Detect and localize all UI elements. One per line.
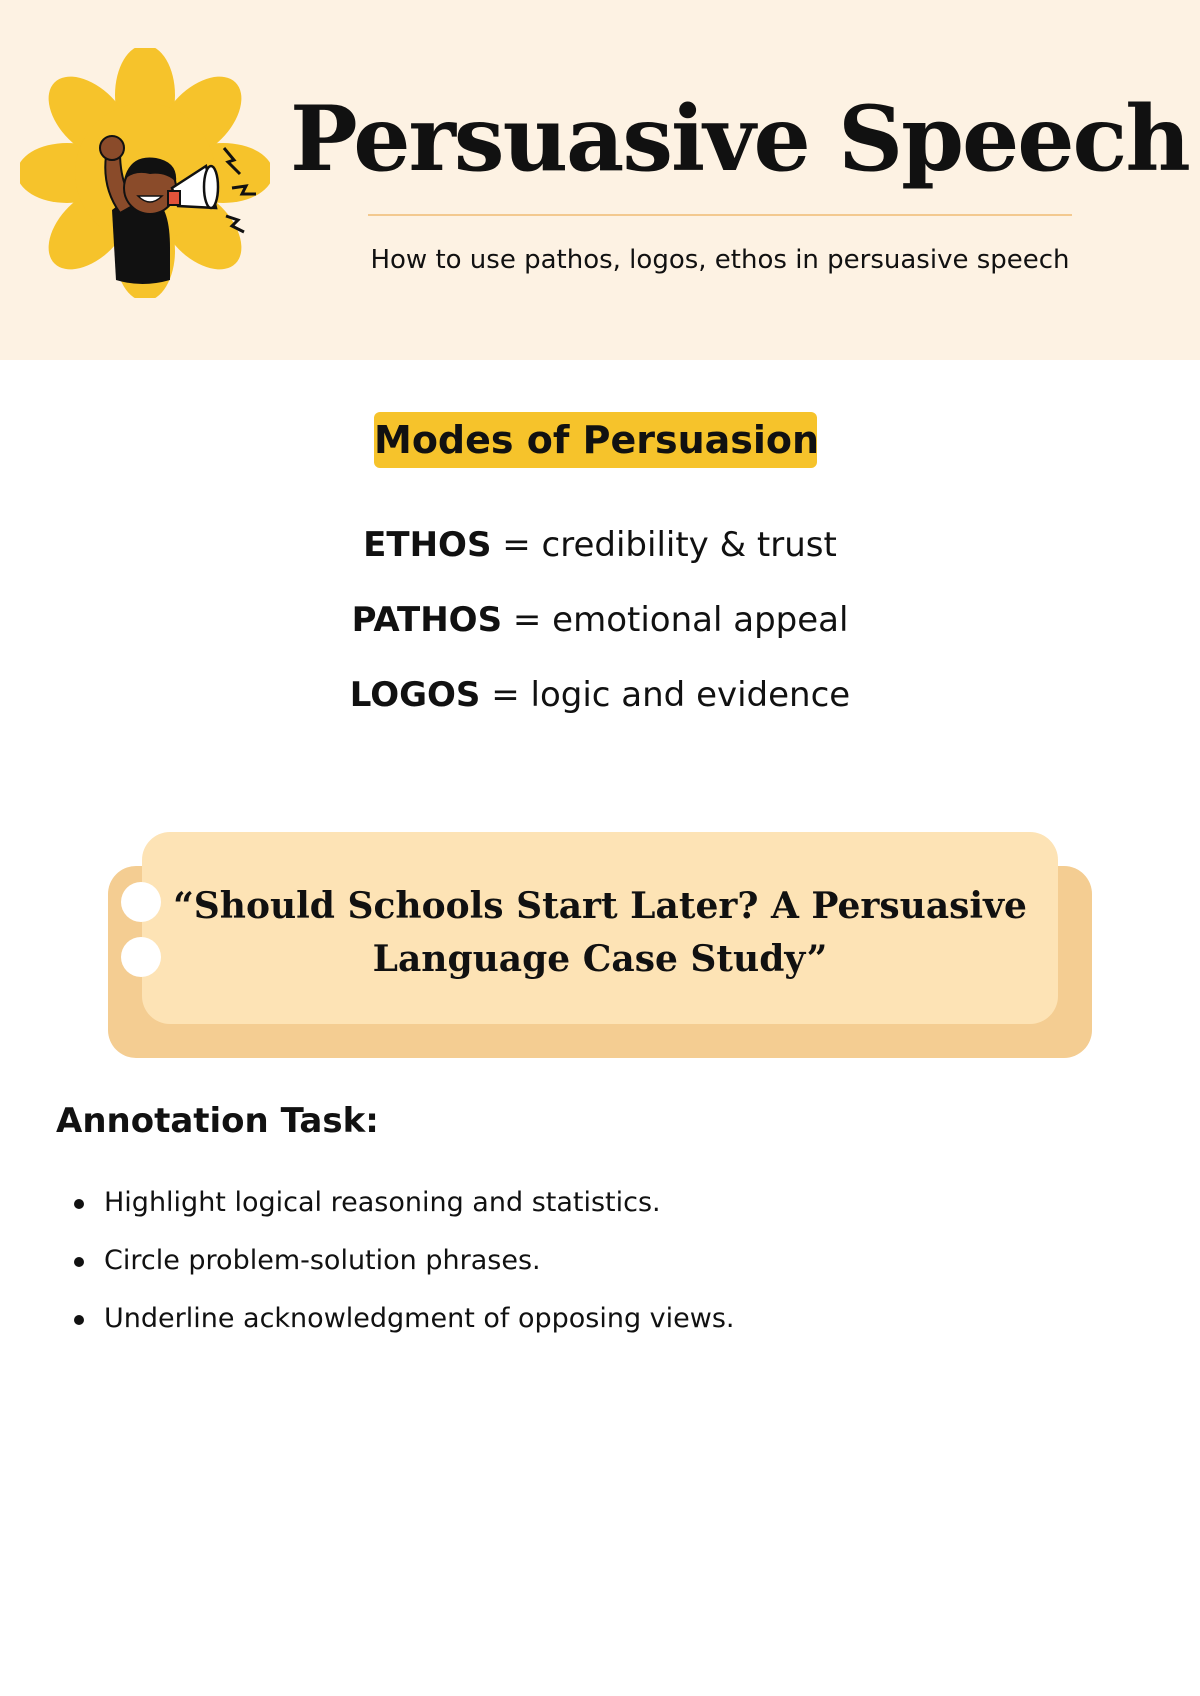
list-item-text: Underline acknowledgment of opposing views. [104,1303,735,1334]
mode-ethos [200,522,1000,568]
mode-term: ETHOS [363,525,492,565]
modes-heading: Modes of Persuasion [374,412,817,468]
annotation-heading: Annotation Task: [56,1101,379,1141]
page-subtitle: How to use pathos, logos, ethos in persuasive speech [370,245,1070,275]
annotation-list [66,1183,735,1357]
title-divider [368,214,1072,216]
header-banner [0,0,1200,360]
mode-logos [200,672,1000,718]
bullet-icon [74,1199,84,1209]
mode-term: PATHOS [351,600,503,640]
list-item-text: Highlight logical reasoning and statistics. [104,1187,661,1218]
list-item [66,1183,735,1241]
mode-definition: = logic and evidence [480,675,851,715]
card-hole [121,937,161,977]
mode-term: LOGOS [349,675,481,715]
mode-pathos [200,597,1000,643]
card-hole [121,882,161,922]
mode-definition: = emotional appeal [502,600,849,640]
list-item-text: Circle problem-solution phrases. [104,1245,541,1276]
megaphone-person-flower-icon [20,48,270,298]
list-item [66,1241,735,1299]
bullet-icon [74,1315,84,1325]
bullet-icon [74,1257,84,1267]
list-item [66,1299,735,1357]
mode-definition: = credibility & trust [491,525,837,565]
page-title: Persuasive Speech [290,86,1189,192]
case-study-title: “Should Schools Start Later? A Persuasive Language Case Study” [173,885,1027,980]
